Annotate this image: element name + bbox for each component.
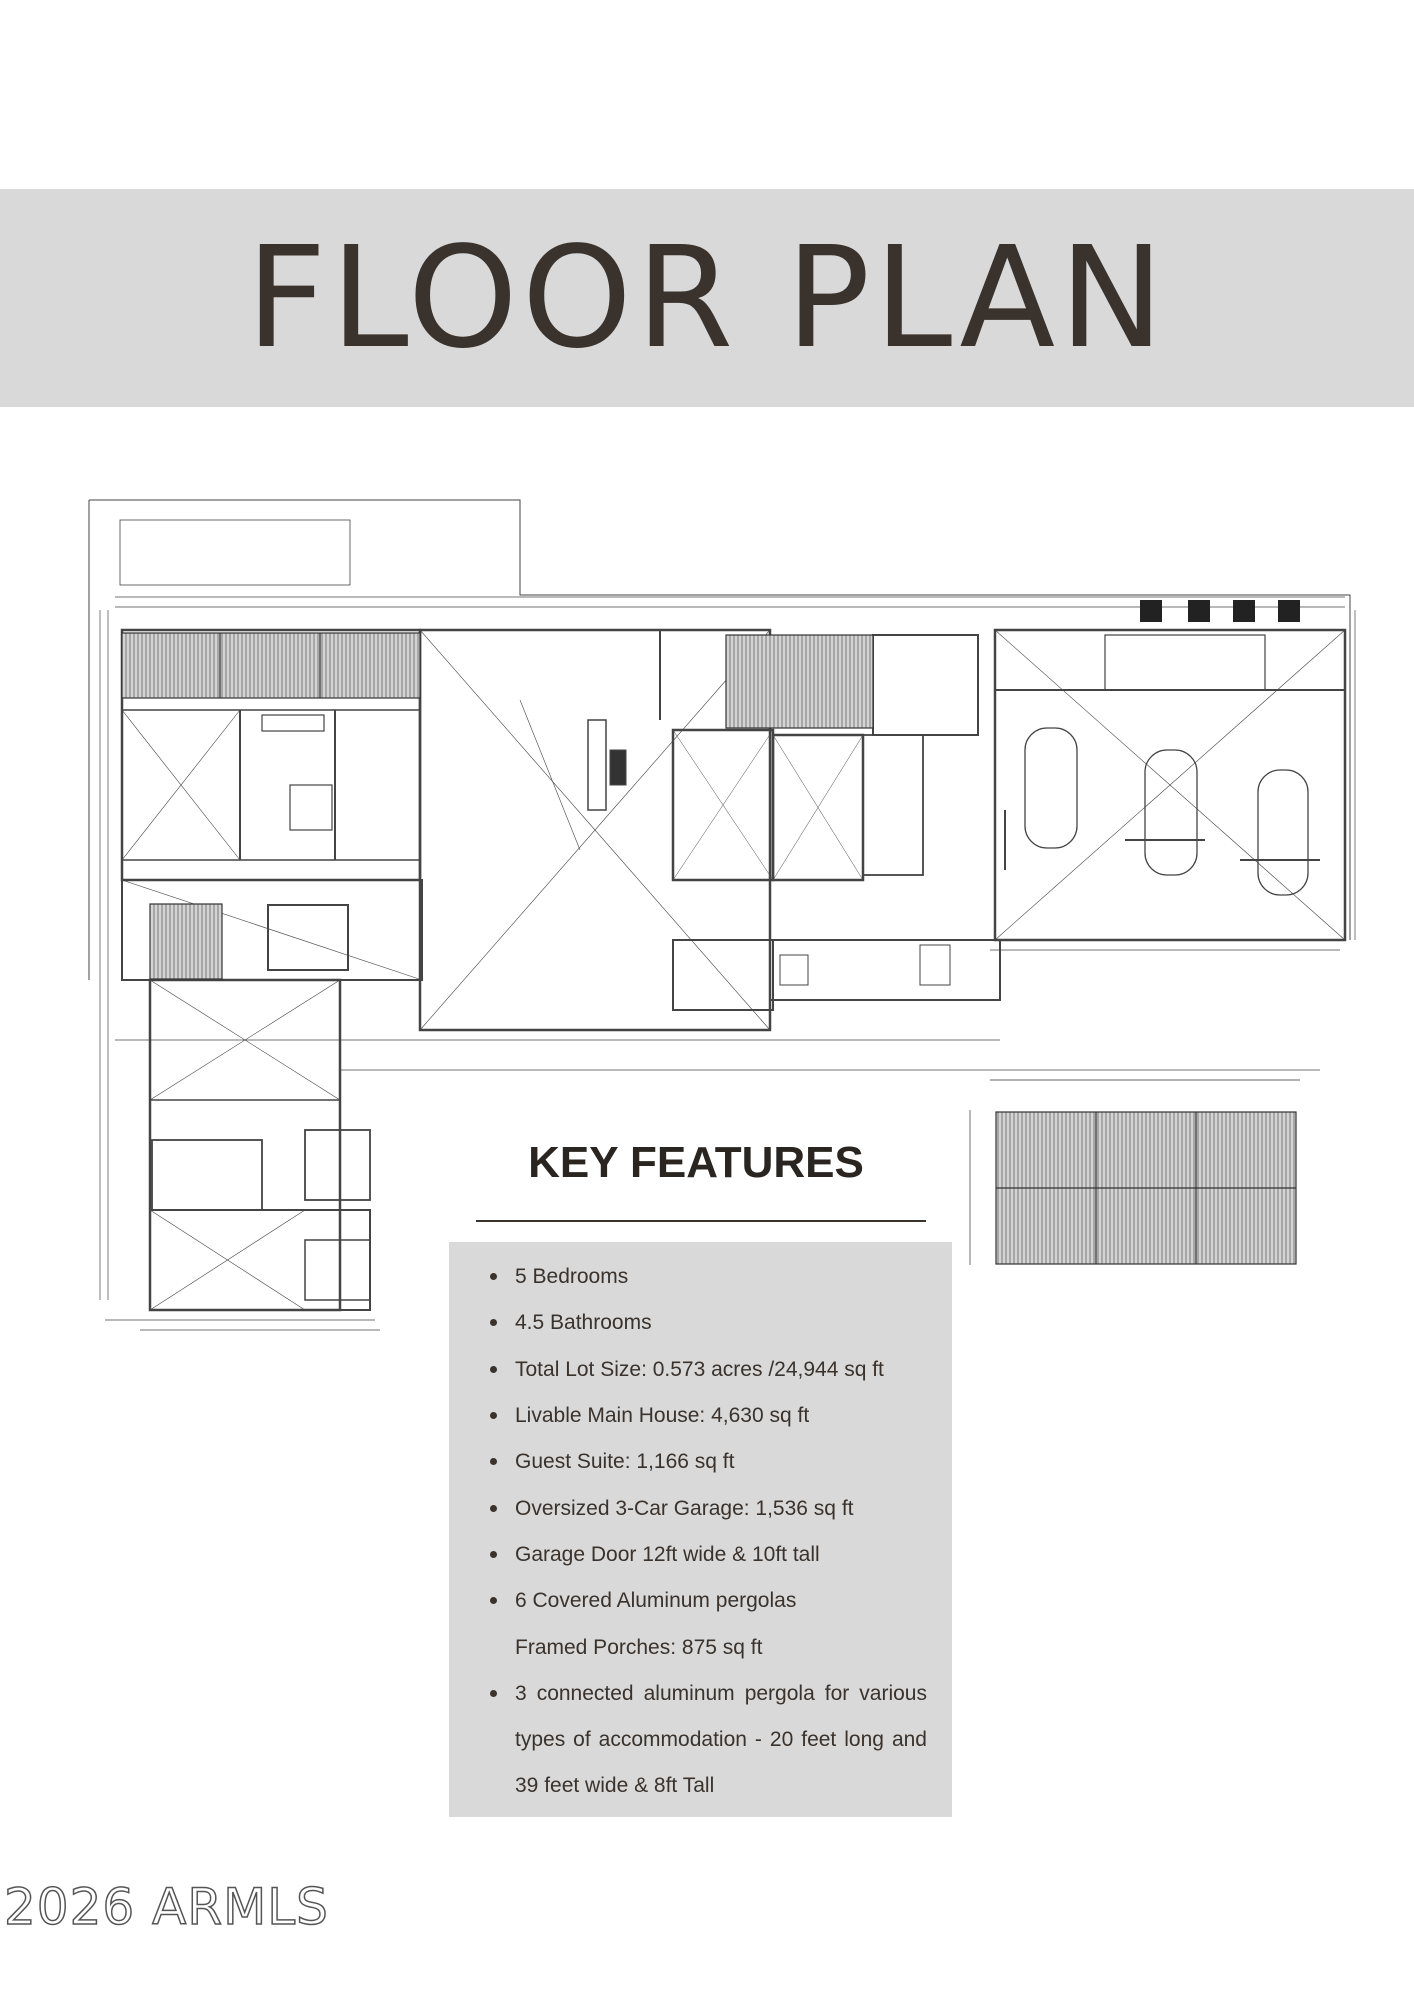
page-title: FLOOR PLAN [246, 216, 1168, 380]
key-features-heading: KEY FEATURES [528, 1138, 864, 1187]
copyright-watermark: 2026 ARMLS [4, 1878, 329, 1936]
key-features-divider [476, 1220, 926, 1222]
key-features-panel: 5 Bedrooms 4.5 Bathrooms Total Lot Size: 0.573 acres /24,944 sq ft Livable Main House: 4,630 sq ft Guest Suite: 1,166 sq ft Oversized 3-Car Garage: 1,536 sq ft Garage Door 12ft wide & 10ft tall 6 Covered Aluminum pergolas Framed Porches: 875 sq ft 3 connected aluminum pergola for various types of accommodation - 20 feet long and 39 feet wide & 8ft Tall [449, 1242, 952, 1817]
